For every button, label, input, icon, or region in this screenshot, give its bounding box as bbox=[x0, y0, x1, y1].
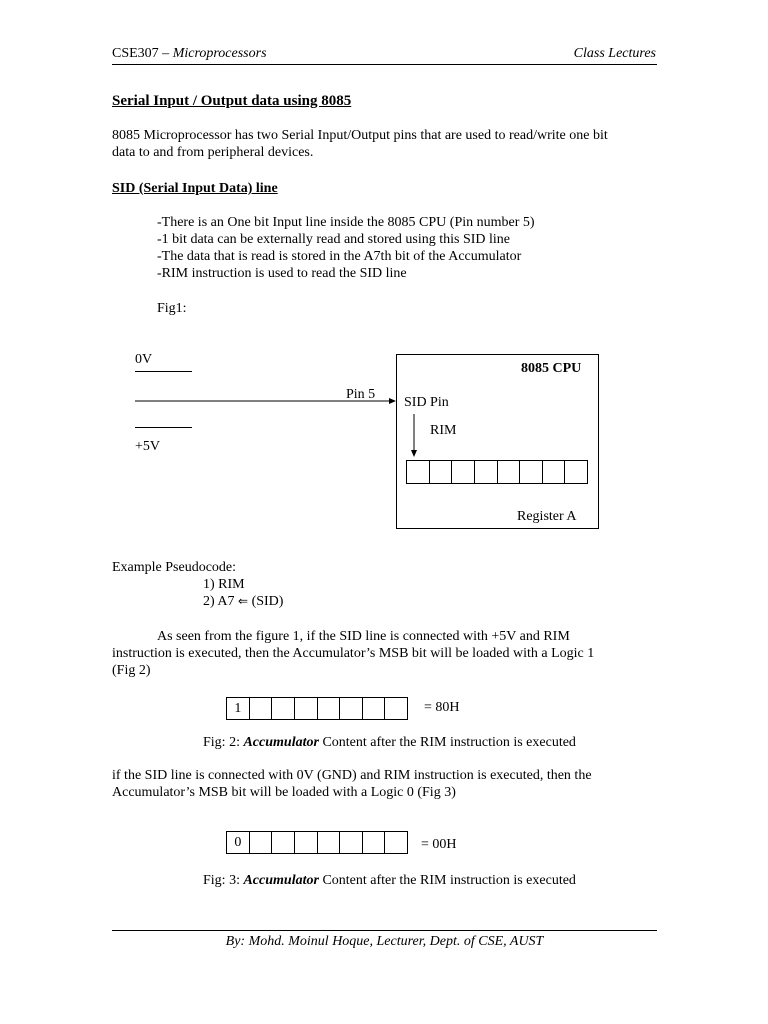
accumulator-bit bbox=[295, 698, 318, 719]
accumulator-bit bbox=[385, 698, 407, 719]
fig2-caption bbox=[203, 734, 576, 751]
fig3-caption-bold: Accumulator bbox=[243, 873, 319, 888]
accumulator-bit bbox=[250, 832, 273, 853]
accumulator-bit bbox=[250, 698, 273, 719]
register-bit bbox=[407, 461, 430, 483]
fig2-value: = 80H bbox=[424, 700, 460, 715]
accumulator-bit bbox=[363, 832, 386, 853]
page-title: Serial Input / Output data using 8085 bbox=[112, 93, 352, 109]
register-bit bbox=[520, 461, 543, 483]
pseudocode-line-2-suffix: (SID) bbox=[251, 594, 284, 609]
fig3-caption-suffix: Content after the RIM instruction is executed bbox=[322, 873, 576, 888]
pseudocode-line-2-prefix: 2) A7 bbox=[203, 594, 235, 609]
bullet-3: -The data that is read is stored in the A7th bit of the Accumulator bbox=[157, 249, 522, 264]
pseudocode-line-1: 1) RIM bbox=[203, 577, 245, 592]
header-right: Class Lectures bbox=[573, 46, 656, 61]
register-bit bbox=[498, 461, 521, 483]
fig3-accumulator bbox=[226, 831, 408, 854]
register-bit bbox=[475, 461, 498, 483]
accumulator-bit bbox=[295, 832, 318, 853]
accumulator-bit bbox=[340, 698, 363, 719]
accumulator-bit: 1 bbox=[227, 698, 250, 719]
fig1-cpu-box bbox=[396, 354, 599, 529]
fig3-caption bbox=[203, 872, 576, 889]
fig1-pin5-arrowhead bbox=[389, 398, 396, 404]
pseudocode-line-2 bbox=[203, 593, 283, 610]
fig1-plus5v-label: +5V bbox=[135, 439, 161, 454]
register-bit bbox=[452, 461, 475, 483]
accumulator-bit bbox=[272, 698, 295, 719]
accumulator-bit bbox=[363, 698, 386, 719]
fig1-label: Fig1: bbox=[157, 301, 187, 316]
fig1-register-label: Register A bbox=[517, 509, 577, 524]
intro-line-2: data to and from peripheral devices. bbox=[112, 145, 314, 160]
fig1-cpu-title: 8085 CPU bbox=[521, 361, 582, 376]
para3-line-2: Accumulator’s MSB bit will be loaded with a Logic 0 (Fig 3) bbox=[112, 785, 456, 800]
fig1-sid-pin-label: SID Pin bbox=[404, 395, 449, 410]
accumulator-bit bbox=[385, 832, 407, 853]
accumulator-bit: 0 bbox=[227, 832, 250, 853]
fig2-accumulator bbox=[226, 697, 408, 720]
footer-credit: By: Mohd. Moinul Hoque, Lecturer, Dept. of CSE, AUST bbox=[225, 934, 544, 949]
para2-line-2: instruction is executed, then the Accumulator’s MSB bit will be loaded with a Logic 1 bbox=[112, 646, 595, 661]
footer-rule bbox=[112, 930, 657, 931]
bullet-2: -1 bit data can be externally read and stored using this SID line bbox=[157, 232, 511, 247]
fig3-value: = 00H bbox=[421, 837, 457, 852]
accumulator-bit bbox=[272, 832, 295, 853]
header-course-name: Microprocessors bbox=[172, 46, 267, 61]
para2-line-1: As seen from the figure 1, if the SID line is connected with +5V and RIM bbox=[157, 629, 570, 644]
accumulator-bit bbox=[318, 698, 341, 719]
sid-heading: SID (Serial Input Data) line bbox=[112, 181, 278, 196]
fig2-caption-bold: Accumulator bbox=[243, 735, 319, 750]
accumulator-bit bbox=[340, 832, 363, 853]
para3-line-1: if the SID line is connected with 0V (GND) and RIM instruction is executed, then the bbox=[112, 768, 592, 783]
fig1-register-a bbox=[406, 460, 588, 484]
register-bit bbox=[430, 461, 453, 483]
register-bit bbox=[543, 461, 566, 483]
fig2-caption-suffix: Content after the RIM instruction is executed bbox=[322, 735, 576, 750]
accumulator-bit bbox=[318, 832, 341, 853]
para2-line-3: (Fig 2) bbox=[112, 663, 151, 678]
left-arrow-icon: ⇐ bbox=[238, 594, 249, 608]
fig1-zero-v-label: 0V bbox=[135, 352, 153, 367]
intro-line-1: 8085 Microprocessor has two Serial Input/Output pins that are used to read/write one bit bbox=[112, 128, 608, 143]
fig1-pin5-label: Pin 5 bbox=[346, 387, 376, 402]
fig1-rim-label: RIM bbox=[430, 423, 457, 438]
fig3-caption-prefix: Fig: 3: bbox=[203, 873, 240, 888]
register-bit bbox=[565, 461, 587, 483]
pseudocode-heading: Example Pseudocode: bbox=[112, 560, 237, 575]
fig2-caption-prefix: Fig: 2: bbox=[203, 735, 240, 750]
bullet-1: -There is an One bit Input line inside the 8085 CPU (Pin number 5) bbox=[157, 215, 535, 230]
bullet-4: -RIM instruction is used to read the SID line bbox=[157, 266, 407, 281]
header-course-code: CSE307 – bbox=[112, 46, 170, 61]
